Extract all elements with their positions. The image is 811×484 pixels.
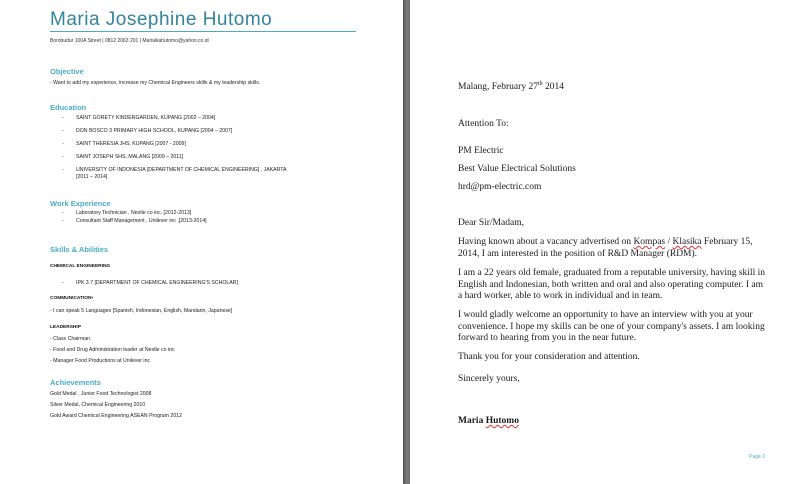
achievement-item: Gold Award Chemical Engineering ASEAN Program 2012: [50, 413, 182, 419]
name-divider: [50, 31, 356, 32]
education-item: - UNIVERSITY OF INDONESIA [DEPARTMENT OF CHEMICAL ENGINEERING] , JAKARTA: [62, 167, 287, 173]
skills-heading: Skills & Abilities: [50, 245, 109, 254]
leadership-heading: LEADERSHIP: [50, 325, 81, 330]
work-heading: Work Experience: [50, 199, 111, 208]
letter-greeting: Dear Sir/Madam,: [458, 218, 524, 228]
cv-name: Maria Josephine Hutomo: [50, 9, 273, 30]
leadership-item: - Manager Food Productions at Unilever inc: [50, 358, 151, 364]
work-item: - Laboratory Technician , Nestle co inc. [2012-2013]: [62, 210, 192, 216]
education-item: - SAINT JOSEPH SHS, MALANG [2009 – 2011]: [62, 154, 184, 160]
work-item: - Consultant Staff Management , Unilever inc ,[2013-2014]: [62, 218, 207, 224]
letter-closing: Sincerely yours,: [458, 374, 520, 384]
communication-heading: COMMUNICATION•: [50, 296, 94, 301]
education-item: - DON BOSCO 3 PRIMARY HIGH SCHOOL, KUPANG [2004 – 2007]: [62, 128, 233, 134]
education-item: - SAINT THERESIA JHS, KUPANG [2007 - 2009]: [62, 141, 186, 147]
page-number: Page 2: [749, 454, 765, 460]
letter-page: [410, 0, 811, 484]
letter-paragraph-1: Having known about a vacancy advertised on Kompas / Klasika February 15, 2014, I am interested in the position of R&D Manager (RDM).: [458, 237, 753, 259]
achievement-item: Silver Medal, Chemical Engineering 2010: [50, 402, 146, 408]
leadership-item: - Food and Drug Administration leader at Nestle co inc: [50, 347, 175, 353]
leadership-item: - Class Chairman: [50, 336, 91, 342]
letter-paragraph-2: I am a 22 years old female, graduated from a reputable university, having skill in English and Indonesian, both written and oral and also operating computer. I am a hard worker, able to work in individual and in team.: [458, 268, 765, 301]
letter-date: Malang, February 27th 2014: [458, 81, 564, 93]
chemical-engineering-heading: CHEMICAL ENGINEERING: [50, 264, 111, 269]
recipient-company: Best Value Electrical Solutions: [458, 164, 576, 174]
letter-paragraph-3: I would gladly welcome an opportunity to have an interview with you at your convenience. I hope my skills can be one of your company's assets. I am looking forward to hearing from you in the near future.: [458, 310, 765, 343]
kompas-word: Kompas: [633, 237, 666, 247]
letter-paragraph-4: Thank you for your consideration and attention.: [458, 352, 640, 362]
cv-contact: Borobudur 100A Street | 0812 2063 201 | Mariaikahutomo@yahoo.co.id: [50, 38, 209, 44]
education-heading: Education: [50, 103, 87, 112]
achievements-heading: Achievements: [50, 378, 101, 387]
education-item-years: [2011 – 2014]: [76, 174, 108, 180]
chemical-engineering-item: - IPK 3.7 [DEPARTMENT OF CHEMICAL ENGINEERING'S SCHOLAR]: [62, 280, 238, 286]
klasika-word: Klasika: [672, 237, 702, 247]
objective-text: - Want to add my experience, increase my Chemical Engineers skills & my leadership skills.: [50, 80, 261, 86]
cv-page: [0, 0, 403, 484]
education-item: - SAINT GORETY KINDERGARDEN, KUPANG [2002 – 2004]: [62, 115, 216, 121]
recipient-email: hrd@pm-electric.com: [458, 182, 542, 192]
achievement-item: Gold Medal , Junior Food Technologist 2008: [50, 391, 152, 397]
letter-signature: Maria Hutomo: [458, 416, 519, 426]
communication-item: - I can speak 5 Languages [Spanish, Indonesian, English, Mandarin, Japanese]: [50, 308, 233, 314]
objective-heading: Objective: [50, 67, 84, 76]
recipient-name: PM Electric: [458, 146, 504, 156]
attention-line: Attention To:: [458, 119, 509, 129]
